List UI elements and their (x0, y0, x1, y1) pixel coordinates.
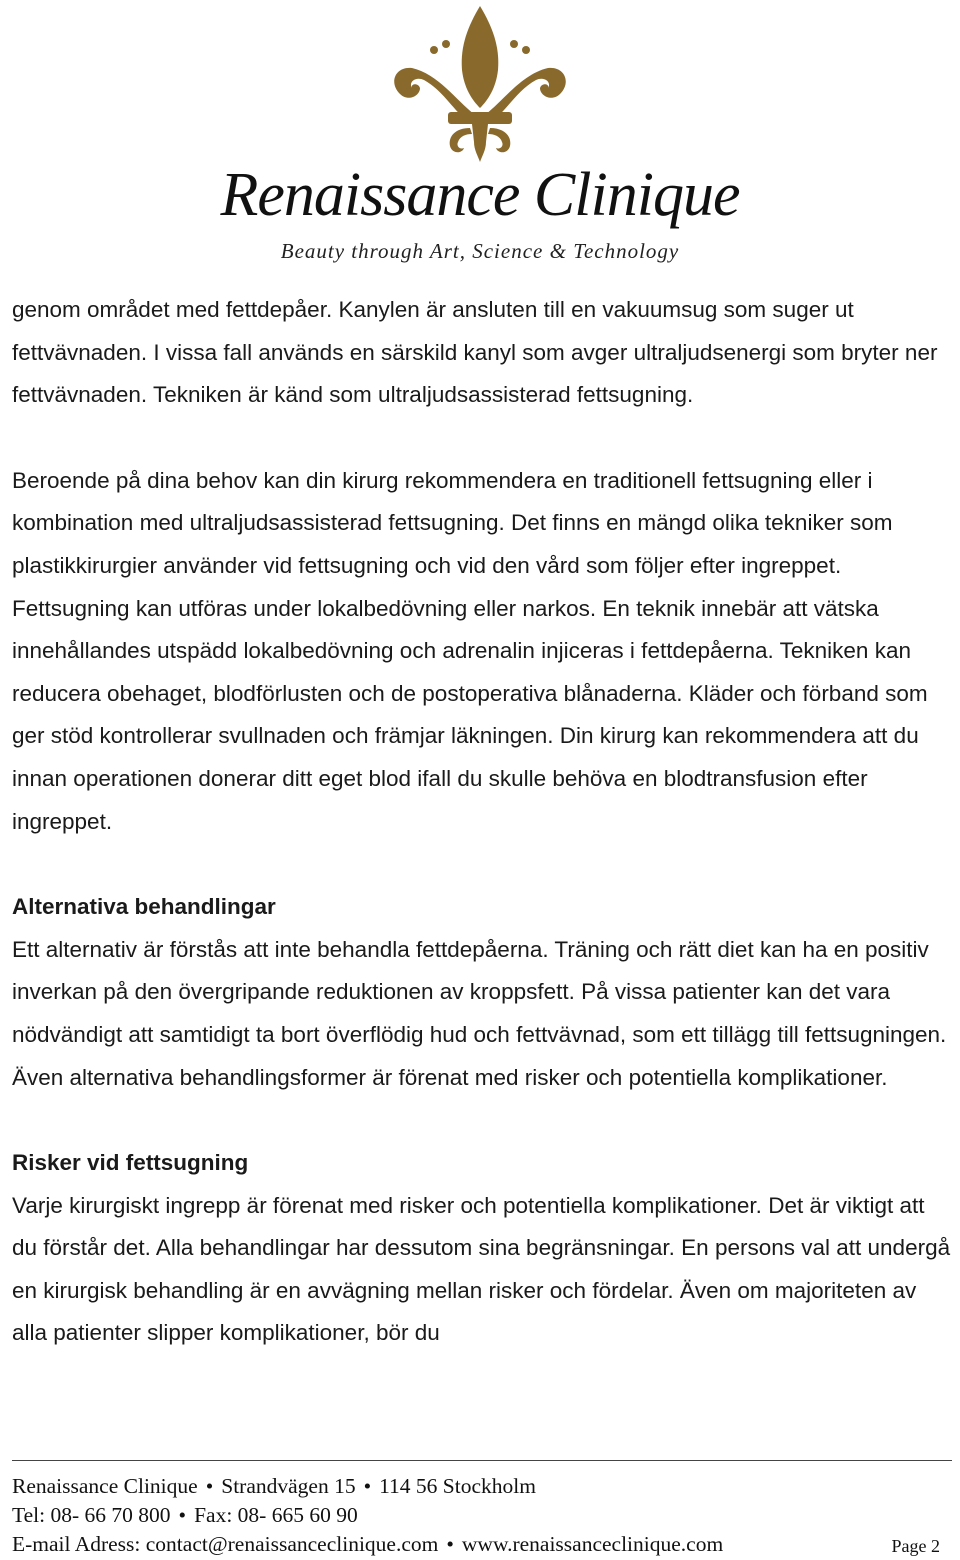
footer-address-line (12, 1472, 536, 1500)
fleur-de-lis-icon (390, 4, 570, 164)
footer-phone: Tel: 08- 66 70 800 (12, 1503, 171, 1527)
bullet-separator: • (178, 1503, 187, 1527)
footer-divider (12, 1460, 952, 1461)
brand-name: Renaissance Clinique (220, 161, 740, 229)
footer-company: Renaissance Clinique (12, 1474, 198, 1498)
footer-website[interactable]: www.renaissanceclinique.com (461, 1532, 724, 1556)
footer-contact-line (12, 1530, 723, 1558)
page-header (0, 0, 960, 280)
heading-risks: Risker vid fettsugning (12, 1150, 249, 1176)
page-number: Page 2 (891, 1536, 940, 1556)
footer-phone-line (12, 1501, 358, 1529)
paragraph-risks: Varje kirurgiskt ingrepp är förenat med risker och potentiella komplikationer. Det är viktigt att du förstår det. Alla behandlingar har dessutom sina begränsningar. En persons val att undergå en kirurgisk behandling är en avvägning mellan risker och fördelar. Även om majoriteten av alla patienter slipper komplikationer, bör du (12, 1192, 951, 1346)
paragraph-alternative-treatments: Ett alternativ är förstås att inte behandla fettdepåerna. Träning och rätt diet kan ha en positiv inverkan på den övergripande reduktionen av kroppsfett. På vissa patienter kan det vara nödvändigt att samtidigt ta bort överflödig hud och fettvävnad, som ett tillägg till fettsugningen. Även alternativa behandlingsformer är förenat med risker och potentiella komplikationer. (12, 936, 947, 1090)
footer-city: 114 56 Stockholm (379, 1474, 536, 1498)
footer-street: Strandvägen 15 (221, 1474, 356, 1498)
bullet-separator: • (205, 1474, 214, 1498)
paragraph-surgeon-recommendation: Beroende på dina behov kan din kirurg rekommendera en traditionell fettsugning eller i kombination med ultraljudsassisterad fettsugning. Det finns en mängd olika tekniker som plastikkirurgier använder vid fettsugning och vid den vård som följer efter ingreppet. Fettsugning kan utföras under lokalbedövning eller narkos. En teknik innebär att vätska innehållandes utspädd lokalbedövning och adrenalin injiceras i fettdepåerna. Tekniken kan reducera obehaget, blodförlusten och de postoperativa blånaderna. Kläder och förband som ger stöd kontrollerar svullnaden och främjar läkningen. Din kirurg kan rekommendera att du innan operationen donerar ditt eget blod ifall du skulle behöva en blodtransfusion efter ingreppet. (12, 467, 928, 834)
page-footer (0, 1452, 960, 1557)
footer-email[interactable]: E-mail Adress: contact@renaissanceclinique.com (12, 1532, 439, 1556)
heading-alternative-treatments: Alternativa behandlingar (12, 894, 276, 920)
bullet-separator: • (446, 1532, 454, 1556)
brand-tagline: Beauty through Art, Science & Technology (280, 239, 680, 263)
footer-fax: Fax: 08- 665 60 90 (194, 1503, 358, 1527)
bullet-separator: • (363, 1474, 372, 1498)
document-body (12, 289, 952, 1355)
paragraph-liposuction-technique: genom området med fettdepåer. Kanylen är ansluten till en vakuumsug som suger ut fettvävnaden. I vissa fall används en särskild kanyl som avger ultraljudsenergi som bryter ner fettvävnaden. Tekniken är känd som ultraljudsassisterad fettsugning. (12, 297, 938, 408)
